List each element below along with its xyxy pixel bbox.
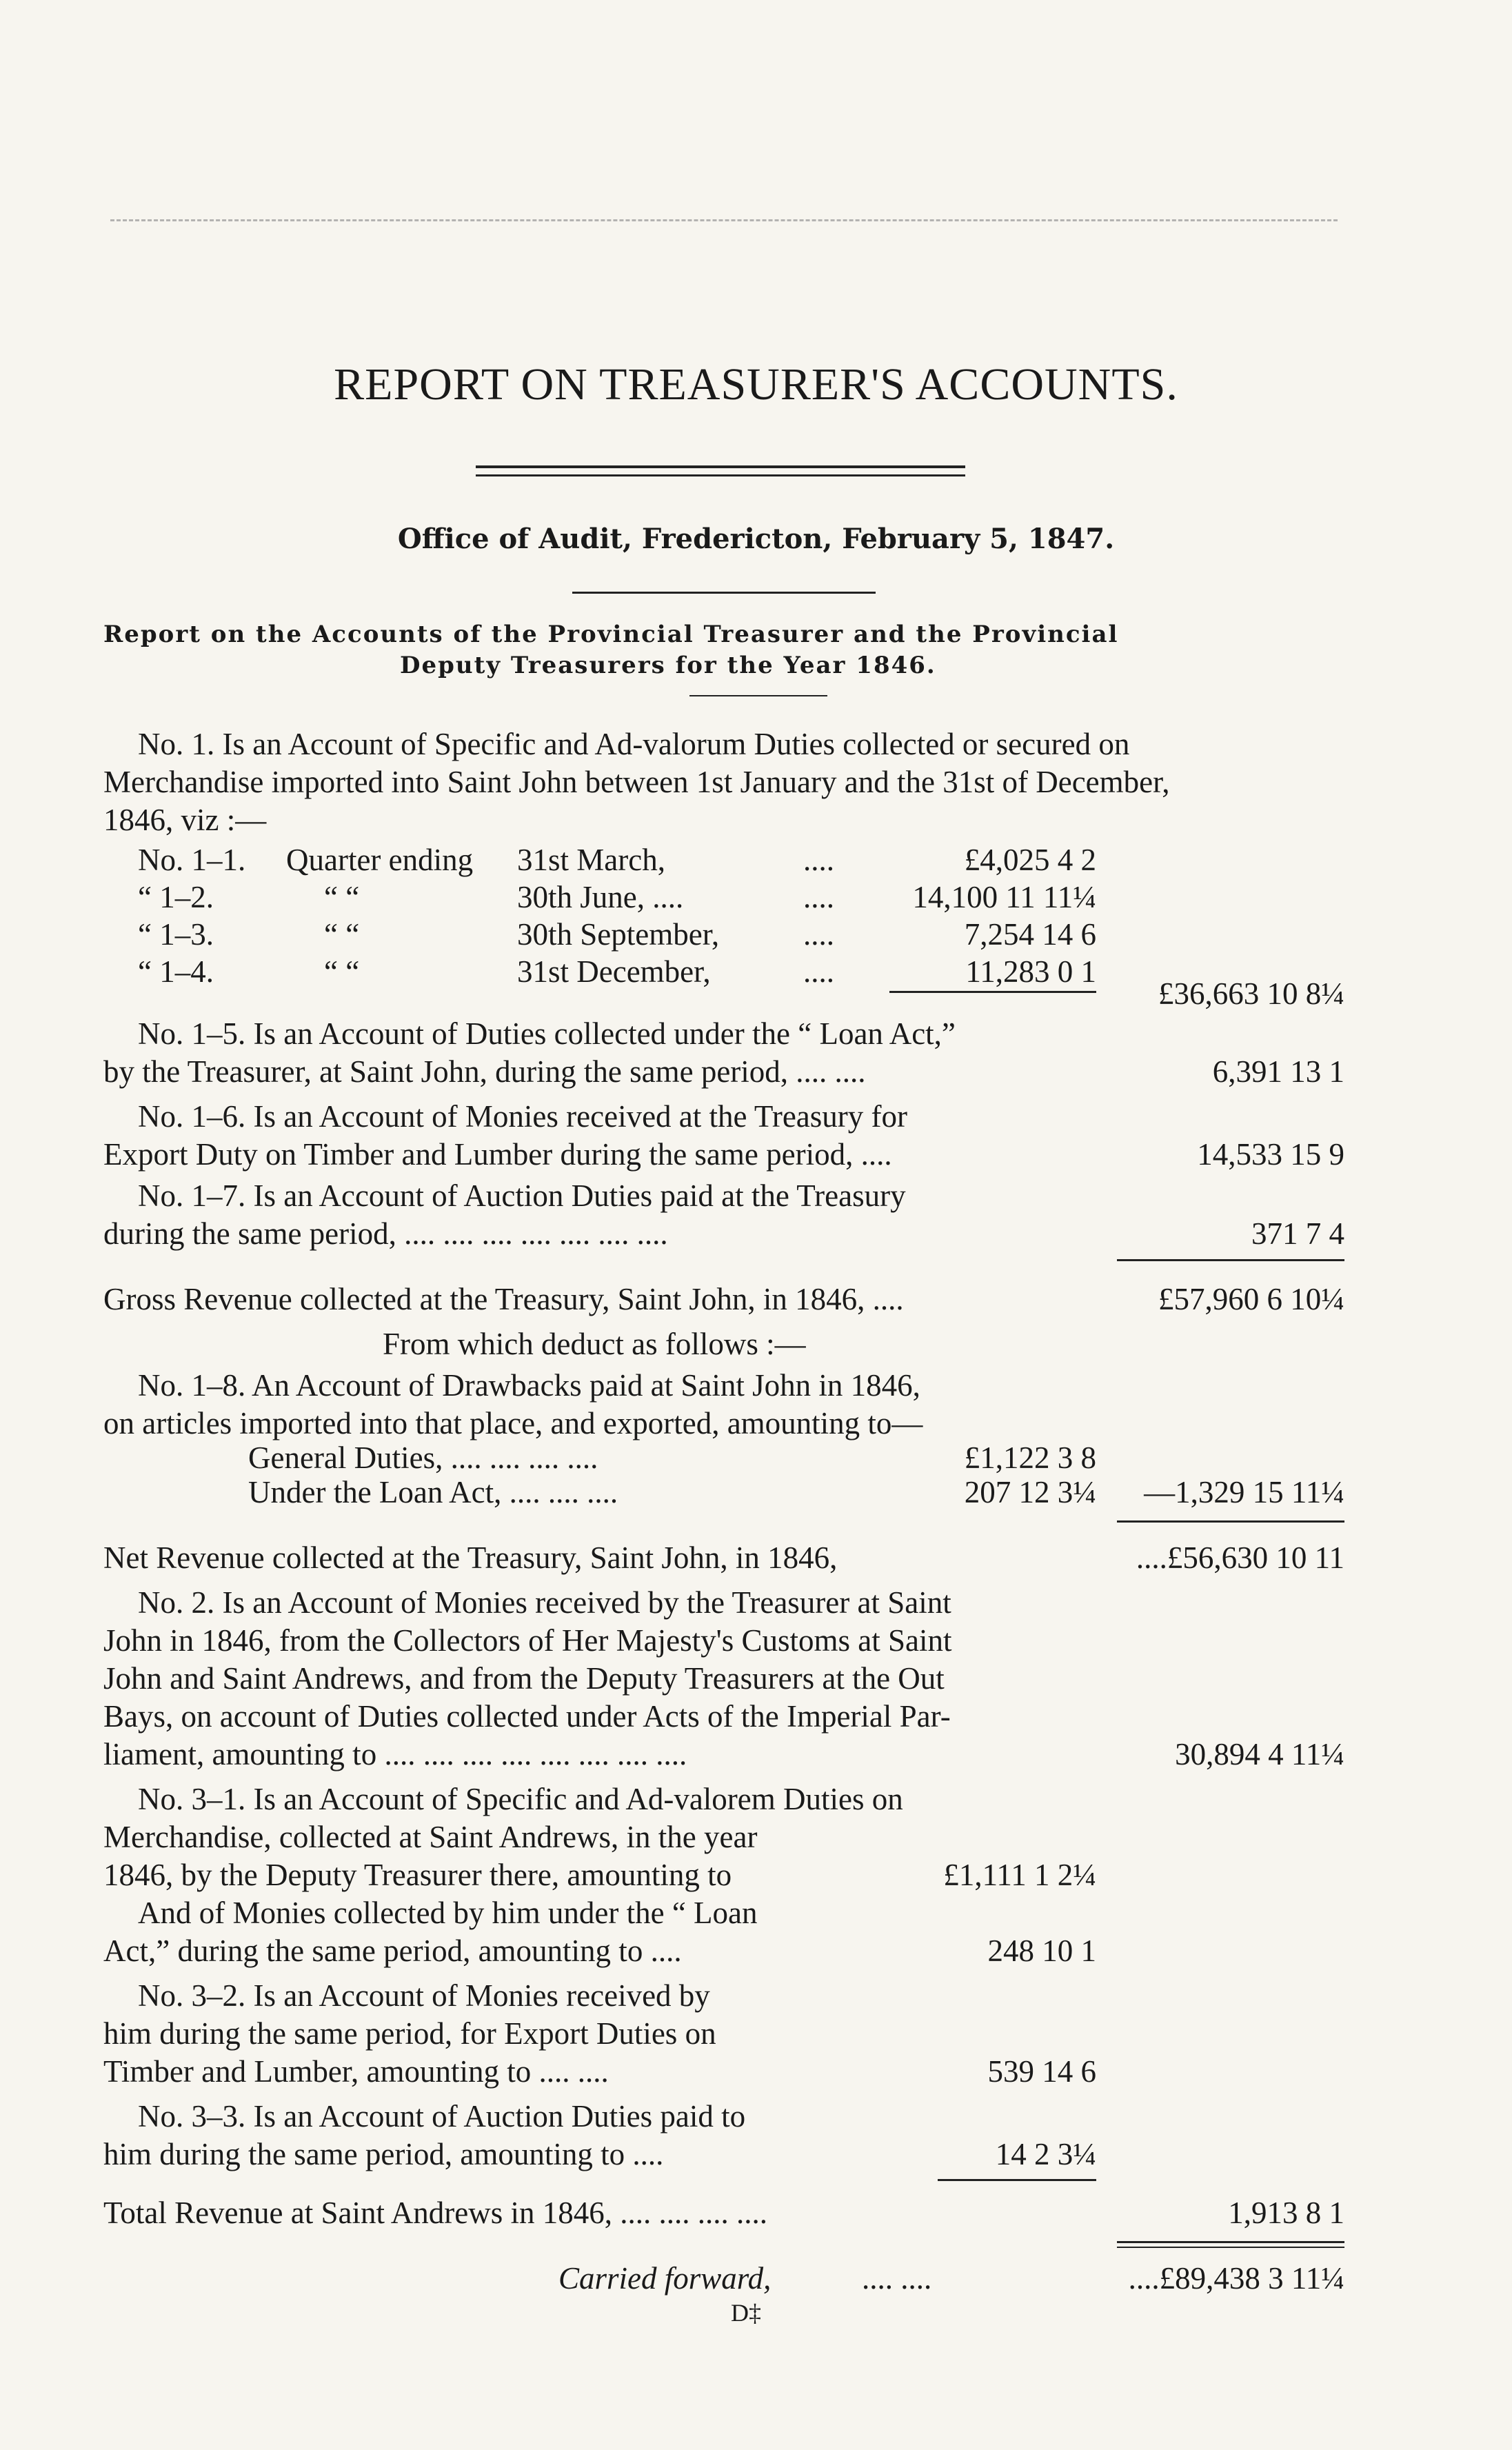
no17-line-1: No. 1–7. Is an Account of Auction Duties paid at the Treasury — [138, 1178, 906, 1213]
quarter-row-date: 30th September, — [517, 917, 720, 952]
gross-revenue-amount: £57,960 6 10¼ — [1158, 1282, 1344, 1316]
carried-forward-dots: .... .... — [862, 2261, 932, 2296]
deduct-heading: From which deduct as follows :— — [383, 1327, 806, 1361]
no31-line: 1846, by the Deputy Treasurer there, amounting to — [103, 1858, 732, 1892]
quarter-row-date: 30th June, .... — [517, 880, 684, 914]
no18-loan-amount: 207 12 3¼ — [964, 1475, 1096, 1509]
carried-forward-label: Carried forward, — [558, 2261, 772, 2296]
sum-rule — [889, 991, 1096, 993]
quarter-row-no: “ 1–3. — [138, 917, 214, 952]
quarter-row-dots: .... — [803, 843, 834, 877]
no18-line-1: No. 1–8. An Account of Drawbacks paid at Saint John in 1846, — [138, 1368, 920, 1403]
quarter-row-desc: “ “ — [324, 880, 360, 914]
report-heading-line-1: Report on the Accounts of the Provincial Treasurer and the Provincial — [103, 621, 1119, 648]
sum-rule — [1117, 2247, 1344, 2248]
no16-line-1: No. 1–6. Is an Account of Monies received at the Treasury for — [138, 1099, 907, 1134]
net-revenue-amount: ....£56,630 10 11 — [1136, 1540, 1344, 1575]
carried-forward-amount: ....£89,438 3 11¼ — [1128, 2261, 1344, 2296]
quarter-row-no: No. 1–1. — [138, 843, 246, 877]
total-saint-andrews-amount: 1,913 8 1 — [1228, 2196, 1344, 2230]
no31-line: No. 3–1. Is an Account of Specific and Ad-valorem Duties on — [138, 1782, 903, 1816]
no31-line: Act,” during the same period, amounting to .... — [103, 1934, 682, 1968]
quarter-row-no: “ 1–2. — [138, 880, 214, 914]
sum-rule — [938, 2179, 1096, 2181]
no31-line: Merchandise, collected at Saint Andrews, in the year — [103, 1820, 758, 1854]
double-rule-bottom — [476, 474, 965, 476]
no2-line: John and Saint Andrews, and from the Deputy Treasurers at the Out — [103, 1661, 945, 1696]
no31-amount-1: £1,111 1 2¼ — [943, 1858, 1096, 1892]
no33-line: him during the same period, amounting to .... — [103, 2137, 664, 2171]
no18-total: —1,329 15 11¼ — [1144, 1475, 1344, 1509]
quarter-row-desc: “ “ — [324, 954, 360, 989]
quarter-row-desc: Quarter ending — [286, 843, 474, 877]
decorative-header-line — [110, 219, 1338, 234]
quarter-row-date: 31st March, — [517, 843, 665, 877]
page-title: REPORT ON TREASURER'S ACCOUNTS. — [334, 359, 1178, 410]
no18-line-2: on articles imported into that place, and exported, amounting to— — [103, 1406, 923, 1440]
no18-general-amount: £1,122 3 8 — [964, 1440, 1096, 1475]
double-rule-top — [476, 465, 965, 468]
sum-rule — [1117, 2241, 1344, 2243]
signature-mark: D‡ — [731, 2299, 761, 2327]
quarter-row-dots: .... — [803, 880, 834, 914]
short-rule — [572, 592, 876, 594]
no16-amount: 14,533 15 9 — [1197, 1137, 1344, 1172]
no15-amount: 6,391 13 1 — [1212, 1054, 1344, 1089]
quarter-row-date: 31st December, — [517, 954, 711, 989]
no33-amount: 14 2 3¼ — [995, 2137, 1096, 2171]
net-revenue-text: Net Revenue collected at the Treasury, Saint John, in 1846, — [103, 1540, 838, 1575]
no1-line-3: 1846, viz :— — [103, 803, 267, 837]
no2-line: liament, amounting to .... .... .... .... .... .... .... .... — [103, 1737, 687, 1771]
quarter-row-amount: 14,100 11 11¼ — [912, 880, 1096, 914]
no32-line: Timber and Lumber, amounting to .... .... — [103, 2054, 609, 2089]
no15-line-1: No. 1–5. Is an Account of Duties collected under the “ Loan Act,” — [138, 1016, 956, 1051]
no18-loan-label: Under the Loan Act, .... .... .... — [248, 1475, 618, 1509]
office-line: Office of Audit, Fredericton, February 5, 1847. — [397, 523, 1115, 555]
no16-line-2: Export Duty on Timber and Lumber during the same period, .... — [103, 1137, 892, 1172]
no33-line: No. 3–3. Is an Account of Auction Duties paid to — [138, 2099, 746, 2133]
sum-rule — [1117, 1259, 1344, 1261]
quarter-row-no: “ 1–4. — [138, 954, 214, 989]
no15-line-2: by the Treasurer, at Saint John, during the same period, .... .... — [103, 1054, 866, 1089]
no32-line: him during the same period, for Export Duties on — [103, 2016, 716, 2051]
no2-line: No. 2. Is an Account of Monies received by the Treasurer at Saint — [138, 1585, 951, 1620]
no1-line-1: No. 1. Is an Account of Specific and Ad-valorum Duties collected or secured on — [138, 727, 1130, 761]
quarter-row-dots: .... — [803, 917, 834, 952]
quarter-row-dots: .... — [803, 954, 834, 989]
no31-line: And of Monies collected by him under the “ Loan — [138, 1896, 758, 1930]
quarter-row-amount: 11,283 0 1 — [965, 954, 1096, 989]
gross-revenue-text: Gross Revenue collected at the Treasury, Saint John, in 1846, .... — [103, 1282, 904, 1316]
no17-line-2: during the same period, .... .... .... .... .... .... .... — [103, 1216, 668, 1251]
report-heading-line-2: Deputy Treasurers for the Year 1846. — [400, 652, 936, 679]
no2-line: John in 1846, from the Collectors of Her Majesty's Customs at Saint — [103, 1623, 952, 1658]
sum-rule — [1117, 1520, 1344, 1523]
quarter-row-desc: “ “ — [324, 917, 360, 952]
no31-amount-2: 248 10 1 — [987, 1934, 1096, 1968]
no2-line: Bays, on account of Duties collected under Acts of the Imperial Par- — [103, 1699, 951, 1734]
no2-amount: 30,894 4 11¼ — [1175, 1737, 1344, 1771]
quarter-row-amount: £4,025 4 2 — [964, 843, 1096, 877]
no32-line: No. 3–2. Is an Account of Monies received by — [138, 1978, 710, 2013]
no1-line-2: Merchandise imported into Saint John between 1st January and the 31st of December, — [103, 765, 1170, 799]
tiny-rule — [689, 695, 827, 696]
no1-total: £36,663 10 8¼ — [1158, 976, 1344, 1011]
quarter-row-amount: 7,254 14 6 — [964, 917, 1096, 952]
total-saint-andrews-text: Total Revenue at Saint Andrews in 1846, .... .... .... .... — [103, 2196, 767, 2230]
no18-general-label: General Duties, .... .... .... .... — [248, 1440, 598, 1475]
no32-amount: 539 14 6 — [987, 2054, 1096, 2089]
no17-amount: 371 7 4 — [1251, 1216, 1344, 1251]
